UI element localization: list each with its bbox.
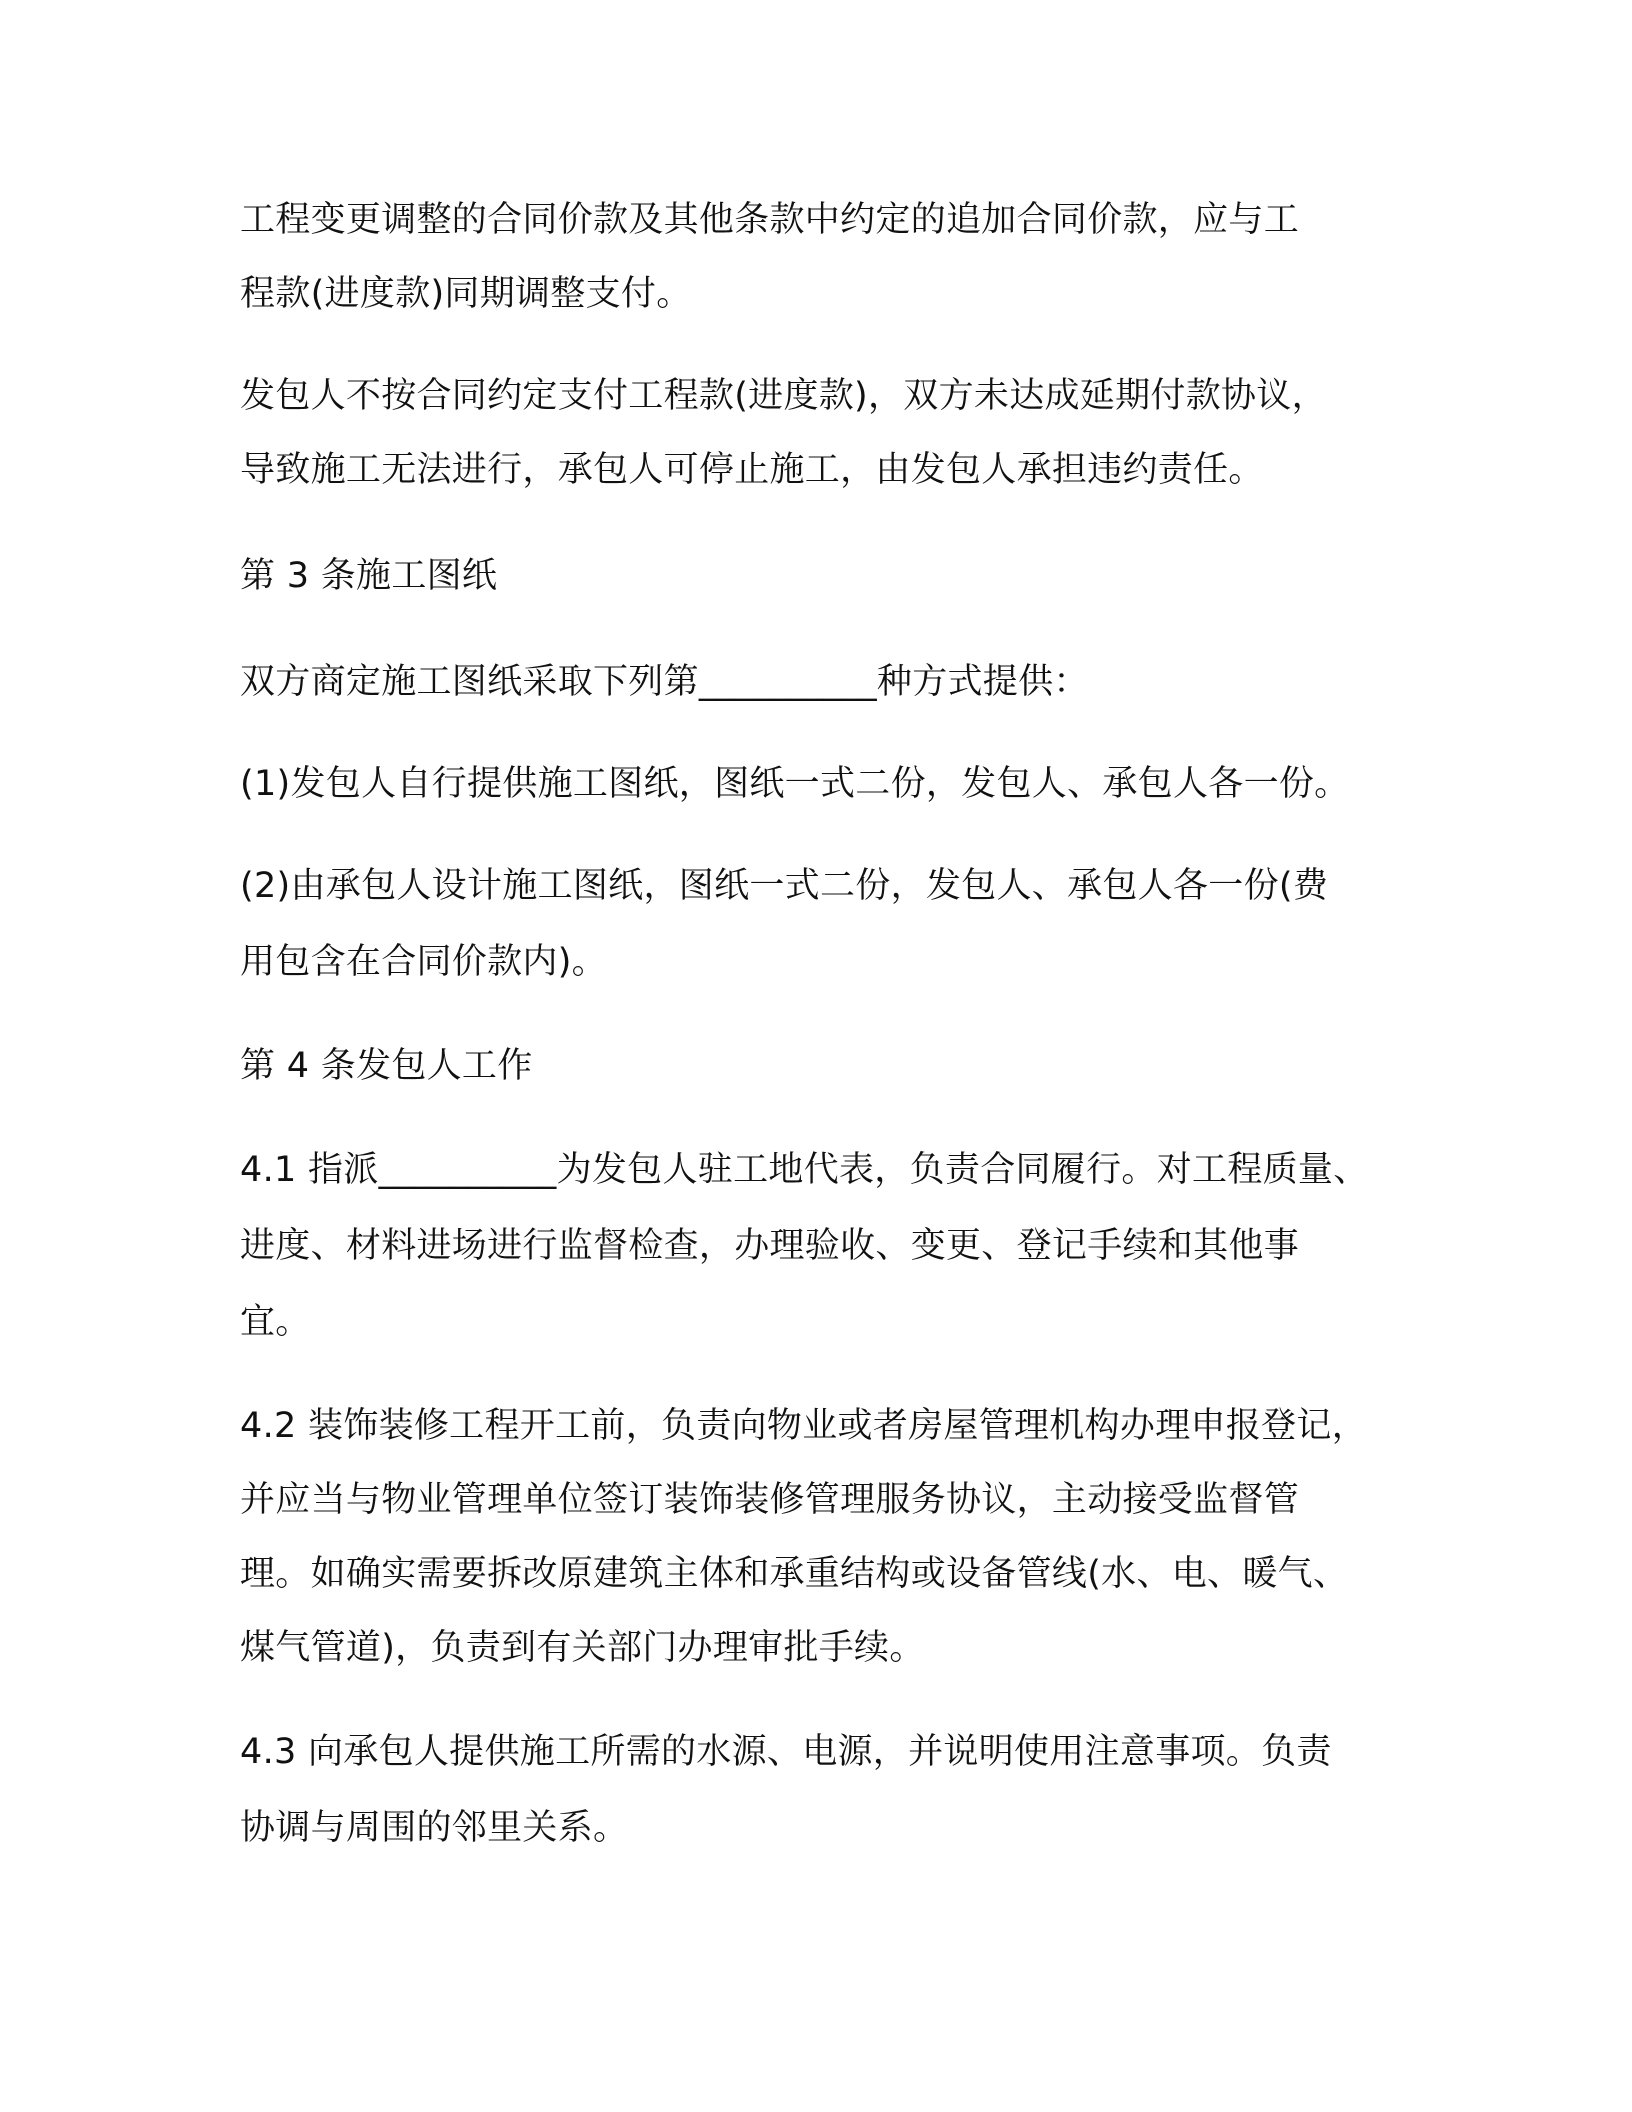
- section-heading: 第 4 条发包人工作: [240, 1046, 533, 1086]
- paragraph-line: 导致施工无法进行，承包人可停止施工，由发包人承担违约责任。: [240, 450, 1264, 490]
- paragraph-line: 程款(进度款)同期调整支付。: [240, 274, 692, 314]
- paragraph-line: 宜。: [240, 1302, 311, 1342]
- section-heading: 第 3 条施工图纸: [240, 556, 498, 596]
- paragraph-line: 双方商定施工图纸采取下列第__________种方式提供：: [240, 662, 1089, 702]
- paragraph-line: 4.1 指派__________为发包人驻工地代表，负责合同履行。对工程质量、: [240, 1150, 1369, 1190]
- paragraph-line: 用包含在合同价款内)。: [240, 942, 607, 982]
- paragraph-line: 煤气管道)，负责到有关部门办理审批手续。: [240, 1628, 925, 1668]
- paragraph-line: (1)发包人自行提供施工图纸，图纸一式二份，发包人、承包人各一份。: [240, 764, 1350, 804]
- paragraph-line: 发包人不按合同约定支付工程款(进度款)，双方未达成延期付款协议，: [240, 376, 1327, 416]
- paragraph-line: 工程变更调整的合同价款及其他条款中约定的追加合同价款，应与工: [240, 200, 1300, 240]
- paragraph-line: 理。如确实需要拆改原建筑主体和承重结构或设备管线(水、电、暖气、: [240, 1554, 1349, 1594]
- paragraph-line: 协调与周围的邻里关系。: [240, 1808, 629, 1848]
- paragraph-line: (2)由承包人设计施工图纸，图纸一式二份，发包人、承包人各一份(费: [240, 866, 1329, 906]
- paragraph-line: 4.2 装饰装修工程开工前，负责向物业或者房屋管理机构办理申报登记，: [240, 1406, 1367, 1446]
- paragraph-line: 进度、材料进场进行监督检查，办理验收、变更、登记手续和其他事: [240, 1226, 1300, 1266]
- paragraph-line: 4.3 向承包人提供施工所需的水源、电源，并说明使用注意事项。负责: [240, 1732, 1332, 1772]
- paragraph-line: 并应当与物业管理单位签订装饰装修管理服务协议，主动接受监督管: [240, 1480, 1300, 1520]
